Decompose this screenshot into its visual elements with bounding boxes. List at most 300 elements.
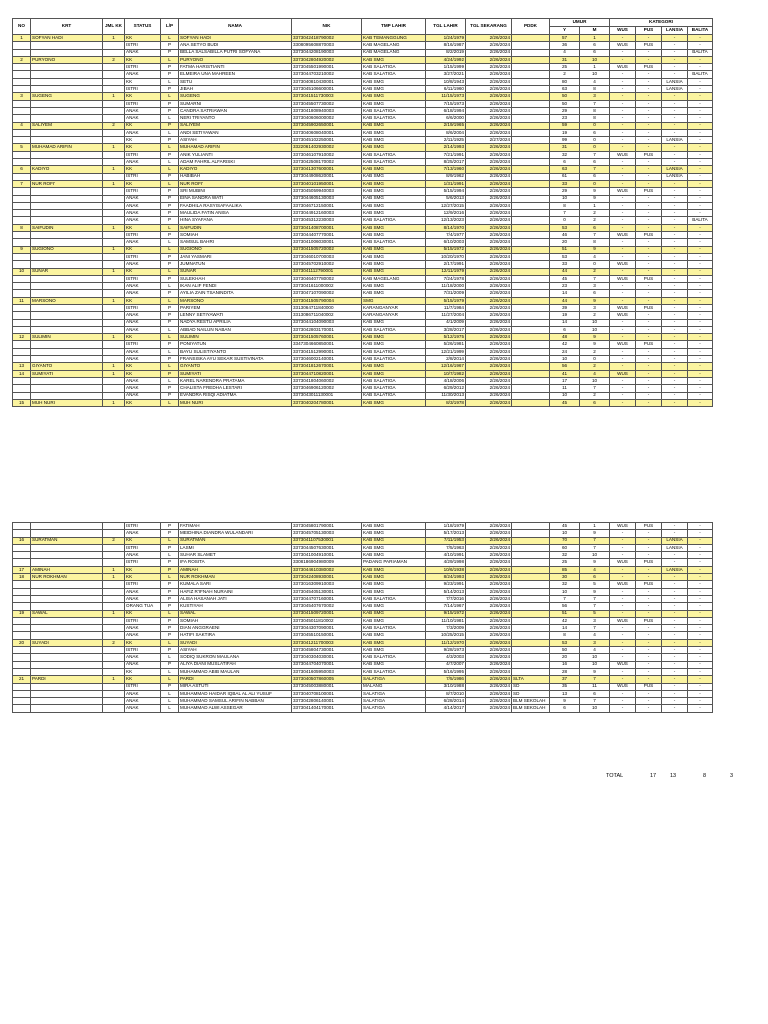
- cell-tgl-lahir: 2/11/1925: [426, 137, 466, 144]
- cell-pus: -: [636, 195, 662, 202]
- total-balita: 3: [730, 773, 734, 779]
- cell-balita: -: [688, 574, 713, 581]
- cell-tgl-lahir: 7/14/1967: [426, 603, 466, 610]
- cell-krt: [31, 632, 103, 639]
- cell-jml-kk: [103, 107, 125, 114]
- cell-pddk: [512, 574, 550, 581]
- cell-nik: 3373041307600001: [292, 166, 362, 173]
- cell-tmp-lahir: SALATIGA: [362, 698, 426, 705]
- cell-lansia: -: [662, 253, 688, 260]
- cell-wus: -: [610, 392, 636, 399]
- cell-wus: -: [610, 49, 636, 56]
- cell-no: 21: [13, 676, 31, 683]
- cell-tgl-sekarang: 2/26/2024: [466, 195, 512, 202]
- cell-no: [13, 151, 31, 158]
- cell-pddk: [512, 370, 550, 377]
- cell-wus: WUS: [610, 188, 636, 195]
- cell-pddk: [512, 100, 550, 107]
- cell-wus: -: [610, 552, 636, 559]
- cell-wus: WUS: [610, 341, 636, 348]
- cell-balita: -: [688, 319, 713, 326]
- cell-balita: BALITA: [688, 217, 713, 224]
- cell-lansia: -: [662, 115, 688, 122]
- cell-tmp-lahir: KAB SMG: [362, 188, 426, 195]
- cell-umur-y: 59: [550, 122, 580, 129]
- cell-umur-y: 24: [550, 348, 580, 355]
- cell-pus: -: [636, 210, 662, 217]
- cell-umur-m: 7: [580, 385, 610, 392]
- table-row: [13, 122, 713, 129]
- cell-tmp-lahir: KAB SMG: [362, 224, 426, 231]
- cell-umur-m: 4: [580, 370, 610, 377]
- cell-jml-kk: 1: [103, 363, 125, 370]
- cell-tmp-lahir: KAB MAGELANG: [362, 49, 426, 56]
- cell-jml-kk: 1: [103, 224, 125, 231]
- cell-jml-kk: [103, 210, 125, 217]
- cell-pus: -: [636, 326, 662, 333]
- cell-no: [13, 217, 31, 224]
- cell-jml-kk: [103, 115, 125, 122]
- cell-pddk: [512, 275, 550, 282]
- table-row: [13, 603, 713, 610]
- cell-pddk: [512, 268, 550, 275]
- table-row: [13, 319, 713, 326]
- cell-tgl-sekarang: 2/26/2024: [466, 647, 512, 654]
- cell-wus: -: [610, 290, 636, 297]
- cell-umur-y: 7: [550, 210, 580, 217]
- header-no: NO: [13, 19, 31, 35]
- cell-umur-m: 6: [580, 129, 610, 136]
- cell-status: ISTRI: [125, 647, 161, 654]
- cell-lansia: -: [662, 232, 688, 239]
- cell-krt: SAIFUDIN: [31, 224, 103, 231]
- cell-pus: -: [636, 246, 662, 253]
- table-row: [13, 144, 713, 151]
- cell-umur-m: 6: [580, 399, 610, 406]
- cell-pddk: [512, 319, 550, 326]
- cell-tgl-sekarang: 2/26/2024: [466, 312, 512, 319]
- cell-pddk: SD: [512, 683, 550, 690]
- cell-umur-m: 1: [580, 202, 610, 209]
- cell-jml-kk: [103, 603, 125, 610]
- cell-status: ANAK: [125, 625, 161, 632]
- cell-nik: 3373046712150001: [292, 202, 362, 209]
- cell-umur-y: 2: [550, 71, 580, 78]
- cell-no: [13, 588, 31, 595]
- cell-krt: [31, 100, 103, 107]
- cell-pddk: [512, 552, 550, 559]
- cell-wus: -: [610, 334, 636, 341]
- cell-nama: FATIMAH: [179, 523, 292, 530]
- cell-umur-m: 2: [580, 217, 610, 224]
- cell-nama: NERI TRIYANTO: [179, 115, 292, 122]
- cell-tmp-lahir: SALATIGA: [362, 676, 426, 683]
- cell-pddk: [512, 647, 550, 654]
- cell-no: 12: [13, 334, 31, 341]
- cell-nik: 3373045510150001: [292, 632, 362, 639]
- cell-nama: ANDI SETIYAWAN: [179, 129, 292, 136]
- cell-krt: [31, 341, 103, 348]
- cell-jml-kk: [103, 690, 125, 697]
- cell-tgl-lahir: 8/6/2004: [426, 129, 466, 136]
- cell-umur-m: 3: [580, 617, 610, 624]
- cell-status: KK: [125, 639, 161, 646]
- cell-status: KK: [125, 180, 161, 187]
- cell-tmp-lahir: KAB SMG: [362, 610, 426, 617]
- cell-nik: 3373044104090003: [292, 319, 362, 326]
- cell-nama: ABBAD NAILUN NABAN: [179, 326, 292, 333]
- cell-jml-kk: [103, 312, 125, 319]
- cell-wus: -: [610, 595, 636, 602]
- cell-pddk: [512, 195, 550, 202]
- cell-tgl-lahir: 5/15/1972: [426, 246, 466, 253]
- cell-wus: -: [610, 195, 636, 202]
- cell-jml-kk: [103, 552, 125, 559]
- cell-tmp-lahir: KAB SALATIGA: [362, 239, 426, 246]
- cell-krt: GIYANTO: [31, 363, 103, 370]
- cell-tgl-lahir: 4/14/2017: [426, 705, 466, 712]
- cell-status: ANAK: [125, 129, 161, 136]
- cell-lp: P: [161, 595, 179, 602]
- cell-nik: 3373041006030001: [292, 239, 362, 246]
- cell-pddk: [512, 297, 550, 304]
- cell-tgl-sekarang: 2/26/2024: [466, 107, 512, 114]
- cell-status: KK: [125, 166, 161, 173]
- cell-lansia: -: [662, 35, 688, 42]
- cell-status: ANAK: [125, 326, 161, 333]
- cell-tgl-sekarang: 2/26/2024: [466, 690, 512, 697]
- cell-nik: 3373045407670002: [292, 603, 362, 610]
- cell-tgl-lahir: 11/18/2000: [426, 283, 466, 290]
- cell-pus: -: [636, 588, 662, 595]
- cell-tgl-sekarang: 2/26/2024: [466, 35, 512, 42]
- cell-tmp-lahir: KAB SMG: [362, 232, 426, 239]
- cell-lp: L: [161, 159, 179, 166]
- cell-jml-kk: [103, 683, 125, 690]
- cell-balita: -: [688, 370, 713, 377]
- cell-status: ANAK: [125, 385, 161, 392]
- cell-umur-y: 29: [550, 107, 580, 114]
- cell-lp: L: [161, 348, 179, 355]
- table-row: [13, 253, 713, 260]
- cell-lp: L: [161, 574, 179, 581]
- cell-umur-y: 8: [550, 202, 580, 209]
- cell-no: [13, 319, 31, 326]
- cell-nama: ANIK YULIANTI: [179, 151, 292, 158]
- cell-tgl-lahir: 5/26/1981: [426, 341, 466, 348]
- census-table-continued: [12, 522, 713, 713]
- cell-lansia: -: [662, 552, 688, 559]
- cell-nama: GIYANTO: [179, 363, 292, 370]
- cell-nik: 3373041107530001: [292, 537, 362, 544]
- cell-nik: 3373042803170001: [292, 326, 362, 333]
- cell-tmp-lahir: KAB SMG: [362, 210, 426, 217]
- cell-umur-y: 39: [550, 304, 580, 311]
- cell-no: 14: [13, 370, 31, 377]
- cell-pus: -: [636, 312, 662, 319]
- cell-lp: L: [161, 326, 179, 333]
- cell-wus: -: [610, 202, 636, 209]
- cell-status: ANAK: [125, 202, 161, 209]
- cell-umur-y: 45: [550, 275, 580, 282]
- cell-pddk: [512, 144, 550, 151]
- cell-balita: -: [688, 363, 713, 370]
- cell-krt: [31, 377, 103, 384]
- cell-status: ISTRI: [125, 173, 161, 180]
- cell-no: 13: [13, 363, 31, 370]
- cell-wus: WUS: [610, 42, 636, 49]
- cell-pus: -: [636, 668, 662, 675]
- cell-status: ANAK: [125, 319, 161, 326]
- cell-pus: PUS: [636, 151, 662, 158]
- cell-wus: -: [610, 283, 636, 290]
- cell-lansia: -: [662, 668, 688, 675]
- cell-no: [13, 86, 31, 93]
- table-row: [13, 71, 713, 78]
- cell-umur-m: 0: [580, 261, 610, 268]
- cell-tgl-lahir: 6/6/2000: [426, 115, 466, 122]
- cell-umur-m: 9: [580, 341, 610, 348]
- cell-lp: L: [161, 654, 179, 661]
- cell-wus: -: [610, 544, 636, 551]
- cell-status: ANAK: [125, 530, 161, 537]
- cell-umur-y: 42: [550, 341, 580, 348]
- cell-no: [13, 312, 31, 319]
- cell-nik: 3373046002140001: [292, 356, 362, 363]
- cell-jml-kk: [103, 253, 125, 260]
- cell-jml-kk: [103, 71, 125, 78]
- cell-status: ANAK: [125, 107, 161, 114]
- cell-tmp-lahir: KAB SMG: [362, 261, 426, 268]
- cell-wus: -: [610, 297, 636, 304]
- cell-no: [13, 49, 31, 56]
- table-row: [13, 544, 713, 551]
- cell-lp: P: [161, 661, 179, 668]
- cell-status: KK: [125, 668, 161, 675]
- cell-no: [13, 290, 31, 297]
- header-tgl-lahir: TGL LAHIR: [426, 19, 466, 35]
- cell-tgl-sekarang: 2/26/2024: [466, 559, 512, 566]
- cell-tgl-sekarang: 2/26/2024: [466, 639, 512, 646]
- cell-lansia: -: [662, 195, 688, 202]
- cell-lp: P: [161, 232, 179, 239]
- cell-nik: 3373046906120002: [292, 385, 362, 392]
- cell-jml-kk: [103, 385, 125, 392]
- cell-balita: -: [688, 654, 713, 661]
- table-row: [13, 654, 713, 661]
- cell-umur-y: 19: [550, 129, 580, 136]
- cell-lp: P: [161, 370, 179, 377]
- cell-krt: [31, 698, 103, 705]
- cell-wus: WUS: [610, 581, 636, 588]
- cell-wus: WUS: [610, 261, 636, 268]
- cell-umur-y: 85: [550, 566, 580, 573]
- cell-nik: 3373042806140001: [292, 698, 362, 705]
- cell-lansia: -: [662, 363, 688, 370]
- cell-tgl-sekarang: 2/26/2024: [466, 297, 512, 304]
- cell-tgl-lahir: 1/18/1979: [426, 523, 466, 530]
- cell-status: ANAK: [125, 210, 161, 217]
- cell-tgl-sekarang: 2/26/2024: [466, 86, 512, 93]
- cell-wus: -: [610, 348, 636, 355]
- cell-umur-y: 7: [550, 595, 580, 602]
- table-row: [13, 239, 713, 246]
- cell-umur-m: 2: [580, 348, 610, 355]
- cell-jml-kk: [103, 319, 125, 326]
- cell-tmp-lahir: KAB SMG: [362, 253, 426, 260]
- cell-lansia: -: [662, 705, 688, 712]
- cell-balita: -: [688, 399, 713, 406]
- cell-no: [13, 617, 31, 624]
- cell-tgl-sekarang: 2/26/2024: [466, 246, 512, 253]
- cell-wus: -: [610, 530, 636, 537]
- cell-balita: -: [688, 93, 713, 100]
- cell-balita: -: [688, 151, 713, 158]
- cell-status: KK: [125, 56, 161, 63]
- cell-krt: [31, 283, 103, 290]
- cell-tgl-lahir: 11/30/2013: [426, 392, 466, 399]
- cell-pus: -: [636, 544, 662, 551]
- cell-wus: -: [610, 217, 636, 224]
- cell-pddk: [512, 639, 550, 646]
- cell-krt: [31, 173, 103, 180]
- cell-umur-y: 14: [550, 290, 580, 297]
- cell-tgl-lahir: 11/10/1981: [426, 617, 466, 624]
- cell-status: KK: [125, 93, 161, 100]
- cell-umur-m: 9: [580, 246, 610, 253]
- cell-nama: MIRA ASTUTI: [179, 683, 292, 690]
- cell-tgl-lahir: 4/18/2006: [426, 377, 466, 384]
- cell-pus: -: [636, 35, 662, 42]
- cell-tgl-sekarang: 2/26/2024: [466, 64, 512, 71]
- table-row: [13, 304, 713, 311]
- cell-pddk: [512, 224, 550, 231]
- cell-nik: 3373041611000002: [292, 283, 362, 290]
- cell-balita: -: [688, 690, 713, 697]
- cell-no: [13, 552, 31, 559]
- cell-status: KK: [125, 537, 161, 544]
- cell-jml-kk: [103, 544, 125, 551]
- cell-status: ISTRI: [125, 617, 161, 624]
- cell-balita: -: [688, 261, 713, 268]
- cell-no: [13, 100, 31, 107]
- cell-tmp-lahir: KARANGANYAR: [362, 312, 426, 319]
- cell-tmp-lahir: KAB SMG: [362, 581, 426, 588]
- cell-lansia: -: [662, 326, 688, 333]
- cell-lansia: -: [662, 122, 688, 129]
- cell-umur-m: 7: [580, 275, 610, 282]
- cell-pus: -: [636, 690, 662, 697]
- header-wus: WUS: [610, 27, 636, 35]
- cell-jml-kk: 1: [103, 610, 125, 617]
- cell-lp: P: [161, 341, 179, 348]
- cell-no: [13, 385, 31, 392]
- table-row: [13, 363, 713, 370]
- cell-umur-m: 4: [580, 566, 610, 573]
- cell-umur-y: 80: [550, 78, 580, 85]
- table-row: [13, 49, 713, 56]
- cell-pus: -: [636, 290, 662, 297]
- cell-pus: -: [636, 49, 662, 56]
- cell-balita: -: [688, 523, 713, 530]
- cell-jml-kk: [103, 195, 125, 202]
- cell-lansia: -: [662, 71, 688, 78]
- cell-no: 7: [13, 180, 31, 187]
- cell-lp: L: [161, 180, 179, 187]
- cell-krt: [31, 71, 103, 78]
- cell-krt: [31, 261, 103, 268]
- cell-tgl-sekarang: 2/26/2024: [466, 334, 512, 341]
- cell-krt: [31, 595, 103, 602]
- cell-umur-m: 0: [580, 137, 610, 144]
- cell-umur-m: 7: [580, 698, 610, 705]
- cell-tmp-lahir: KAB SALATIGA: [362, 625, 426, 632]
- cell-nama: SUHAR SLAMET: [179, 552, 292, 559]
- cell-status: ISTRI: [125, 544, 161, 551]
- cell-umur-m: 3: [580, 93, 610, 100]
- cell-krt: [31, 107, 103, 114]
- cell-balita: -: [688, 268, 713, 275]
- cell-nik: 3373042418790002: [292, 35, 362, 42]
- cell-lp: L: [161, 268, 179, 275]
- cell-lp: P: [161, 632, 179, 639]
- cell-lansia: -: [662, 698, 688, 705]
- cell-krt: MARSONO: [31, 297, 103, 304]
- cell-jml-kk: 1: [103, 144, 125, 151]
- cell-nik: 3373041112790001: [292, 268, 362, 275]
- cell-nik: 3373040606000002: [292, 115, 362, 122]
- cell-jml-kk: [103, 188, 125, 195]
- cell-lansia: -: [662, 690, 688, 697]
- cell-status: ANAK: [125, 283, 161, 290]
- cell-no: [13, 137, 31, 144]
- cell-balita: -: [688, 64, 713, 71]
- cell-lp: P: [161, 319, 179, 326]
- cell-umur-y: 4: [550, 49, 580, 56]
- cell-krt: [31, 552, 103, 559]
- cell-balita: -: [688, 107, 713, 114]
- table-row: [13, 595, 713, 602]
- cell-lansia: -: [662, 49, 688, 56]
- cell-lansia: -: [662, 392, 688, 399]
- cell-lansia: -: [662, 341, 688, 348]
- cell-no: 20: [13, 639, 31, 646]
- cell-nama: ALISA HASANAH JATI: [179, 595, 292, 602]
- cell-no: [13, 159, 31, 166]
- cell-umur-y: 70: [550, 537, 580, 544]
- cell-pus: -: [636, 93, 662, 100]
- cell-pddk: [512, 122, 550, 129]
- cell-wus: -: [610, 78, 636, 85]
- cell-wus: -: [610, 566, 636, 573]
- cell-balita: -: [688, 610, 713, 617]
- cell-umur-m: 4: [580, 253, 610, 260]
- cell-tgl-sekarang: 2/26/2024: [466, 188, 512, 195]
- cell-lp: P: [161, 304, 179, 311]
- cell-lp: L: [161, 93, 179, 100]
- cell-krt: [31, 115, 103, 122]
- cell-nama: JANI YASMARI: [179, 253, 292, 260]
- cell-no: [13, 654, 31, 661]
- cell-tmp-lahir: KAB SMG: [362, 144, 426, 151]
- cell-wus: -: [610, 603, 636, 610]
- cell-umur-y: 10: [550, 195, 580, 202]
- cell-pus: -: [636, 639, 662, 646]
- cell-nama: SALIYEM: [179, 122, 292, 129]
- cell-umur-m: 3: [580, 304, 610, 311]
- cell-tgl-lahir: 7/5/1963: [426, 544, 466, 551]
- cell-nik: 3373045011810002: [292, 617, 362, 624]
